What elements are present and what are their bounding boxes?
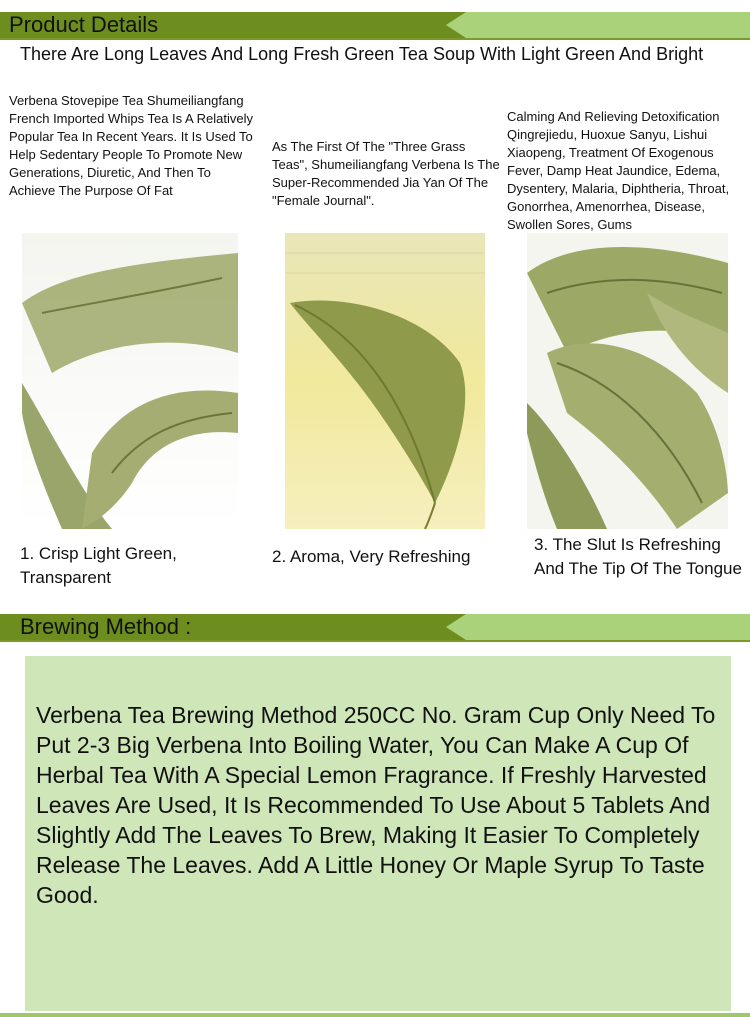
banner-light-bar <box>446 12 750 38</box>
banner-rule <box>0 38 750 40</box>
bottom-rule <box>0 1013 750 1017</box>
column-1-photo <box>22 233 238 529</box>
column-3-caption: 3. The Slut Is Refreshing And The Tip Of The Tongue <box>534 535 742 578</box>
column-2-photo <box>285 233 485 529</box>
product-subtitle: There Are Long Leaves And Long Fresh Green Tea Soup With Light Green And Bright <box>20 44 704 64</box>
column-3-photo <box>527 233 728 529</box>
product-details-heading: Product Details <box>9 12 159 37</box>
column-1-caption: 1. Crisp Light Green, Transparent <box>20 544 177 587</box>
column-2-description: As The First Of The "Three Grass Teas", Shumeiliangfang Verbena Is The Super-Recommended Jia Yan Of The "Female Journal". <box>272 139 500 208</box>
brewing-method-banner <box>0 614 750 640</box>
brewing-method-text: Verbena Tea Brewing Method 250CC No. Gram Cup Only Need To Put 2-3 Big Verbena Into Boiling Water, You Can Make A Cup Of Herbal Tea With A Special Lemon Fragrance. If Freshly Harvested Leaves Are Used, It Is Recommended To Use About 5 Tablets And Slightly Add The Leaves To Brew, Making It Easier To Completely Release The Leaves. Add A Little Honey Or Maple Syrup To Taste Good. <box>36 702 716 908</box>
brewing-method-heading: Brewing Method : <box>20 614 192 639</box>
column-1-description: Verbena Stovepipe Tea Shumeiliangfang French Imported Whips Tea Is A Relatively Popular Tea In Recent Years. It Is Used To Help Sedentary People To Promote New Generations, Diuretic, And Then To Achieve The Purpose Of Fat <box>9 93 253 198</box>
product-details-banner <box>0 12 750 38</box>
banner-light-bar <box>446 614 750 640</box>
column-2-caption: 2. Aroma, Very Refreshing <box>272 547 471 566</box>
banner-rule <box>0 640 750 642</box>
column-3-description: Calming And Relieving Detoxification Qingrejiedu, Huoxue Sanyu, Lishui Xiaopeng, Treatment Of Exogenous Fever, Damp Heat Jaundice, Edema, Dysentery, Malaria, Diphtheria, Throat, Gonorrhea, Amenorrhea, Disease, Swollen Sores, Gums <box>507 109 730 232</box>
